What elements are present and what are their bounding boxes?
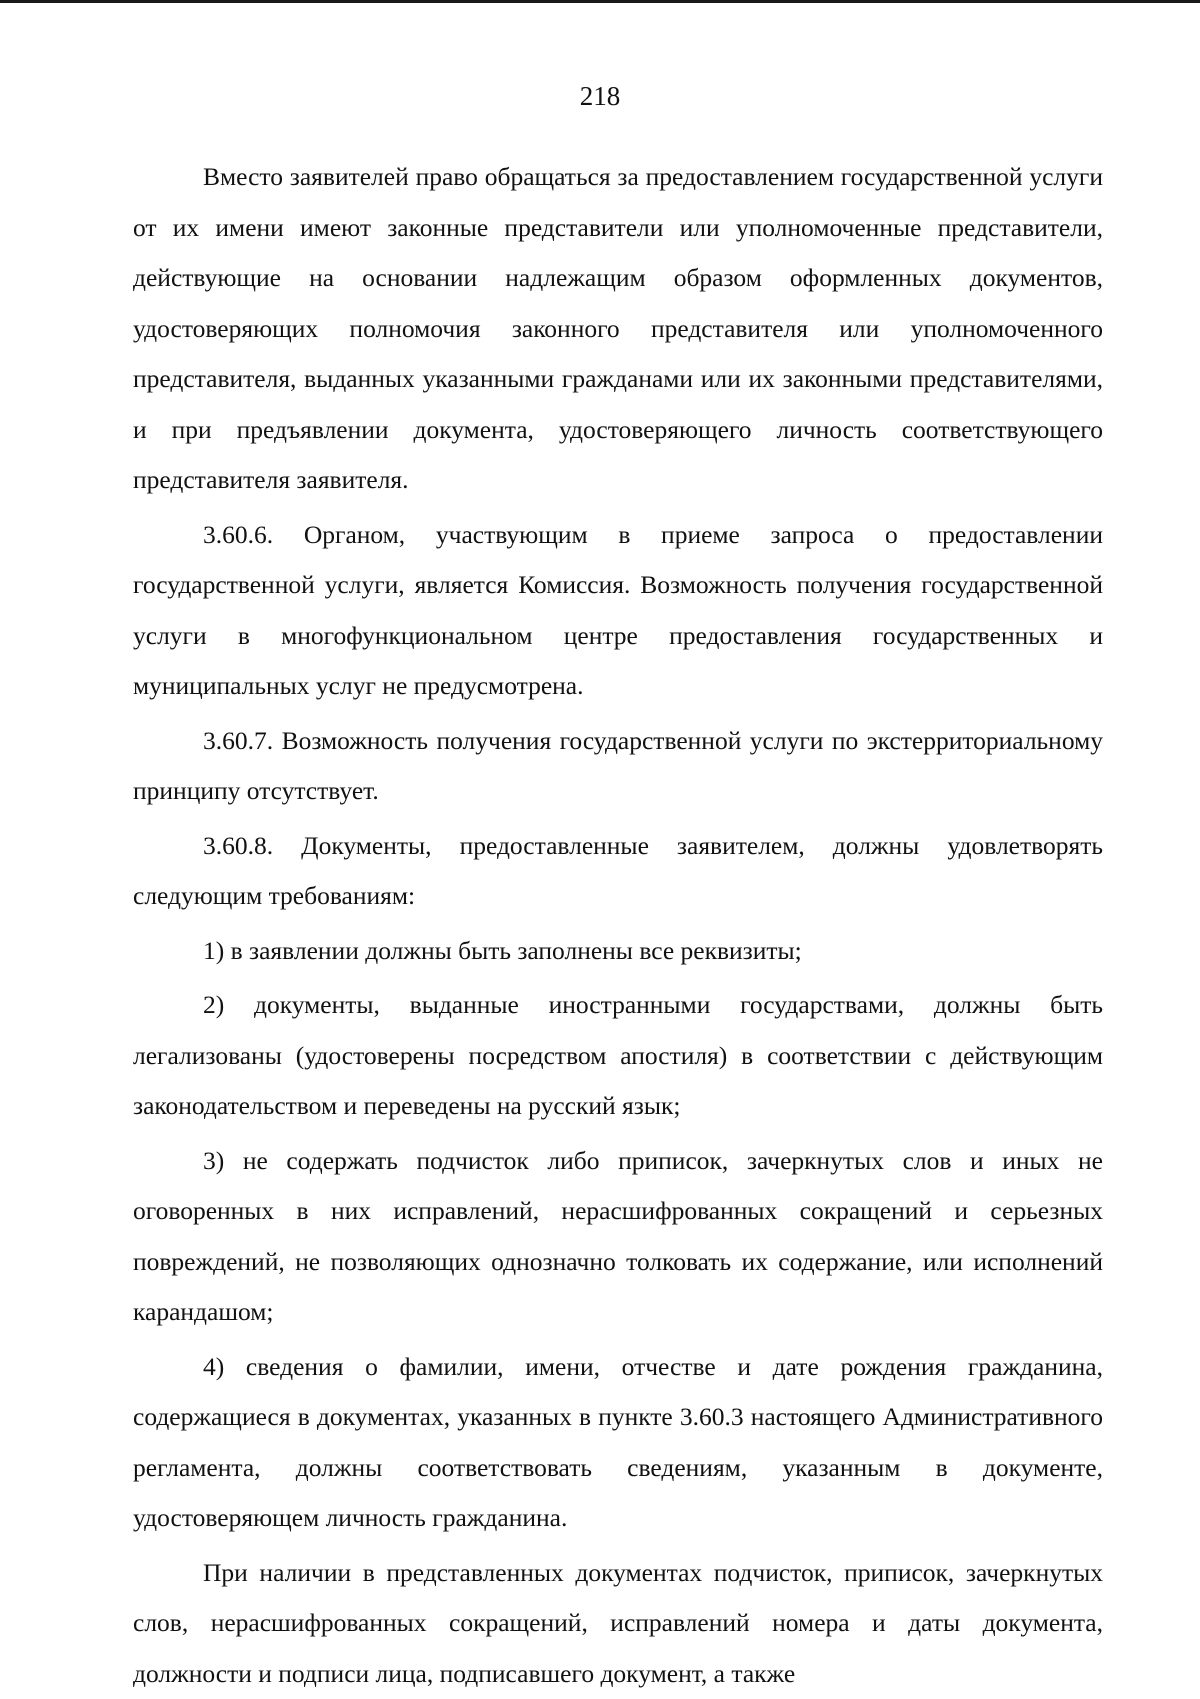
list-item-4: 4) сведения о фамилии, имени, отчестве и дате рождения гражданина, содержащиеся в документах, указанных в пункте 3.60.3 настоящего Административного регламента, должны соответствовать сведениям, указанным в документе, удостоверяющем личность гражданина. <box>133 1342 1103 1544</box>
page-number: 218 <box>0 80 1200 112</box>
list-item-2: 2) документы, выданные иностранными государствами, должны быть легализованы (удостоверены посредством апостиля) в соответствии с действующим законодательством и переведены на русский язык; <box>133 980 1103 1132</box>
document-body <box>133 152 1103 1699</box>
top-border-line <box>0 0 1200 3</box>
list-item-3: 3) не содержать подчисток либо приписок, зачеркнутых слов и иных не оговоренных в них исправлений, нерасшифрованных сокращений и серьезных повреждений, не позволяющих однозначно толковать их содержание, или исполнений карандашом; <box>133 1136 1103 1338</box>
paragraph-corrections: При наличии в представленных документах подчисток, приписок, зачеркнутых слов, нерасшифрованных сокращений, исправлений номера и даты документа, должности и подписи лица, подписавшего документ, а также <box>133 1548 1103 1699</box>
paragraph-representatives: Вместо заявителей право обращаться за предоставлением государственной услуги от их имени имеют законные представители или уполномоченные представители, действующие на основании надлежащим образом оформленных документов, удостоверяющих полномочия законного представителя или уполномоченного представителя, выданных указанными гражданами или их законными представителями, и при предъявлении документа, удостоверяющего личность соответствующего представителя заявителя. <box>133 152 1103 506</box>
paragraph-3-60-8: 3.60.8. Документы, предоставленные заявителем, должны удовлетворять следующим требованиям: <box>133 821 1103 922</box>
paragraph-3-60-7: 3.60.7. Возможность получения государственной услуги по экстерриториальному принципу отсутствует. <box>133 716 1103 817</box>
list-item-1: 1) в заявлении должны быть заполнены все реквизиты; <box>133 926 1103 977</box>
paragraph-3-60-6: 3.60.6. Органом, участвующим в приеме запроса о предоставлении государственной услуги, является Комиссия. Возможность получения государственной услуги в многофункциональном центре предоставления государственных и муниципальных услуг не предусмотрена. <box>133 510 1103 712</box>
